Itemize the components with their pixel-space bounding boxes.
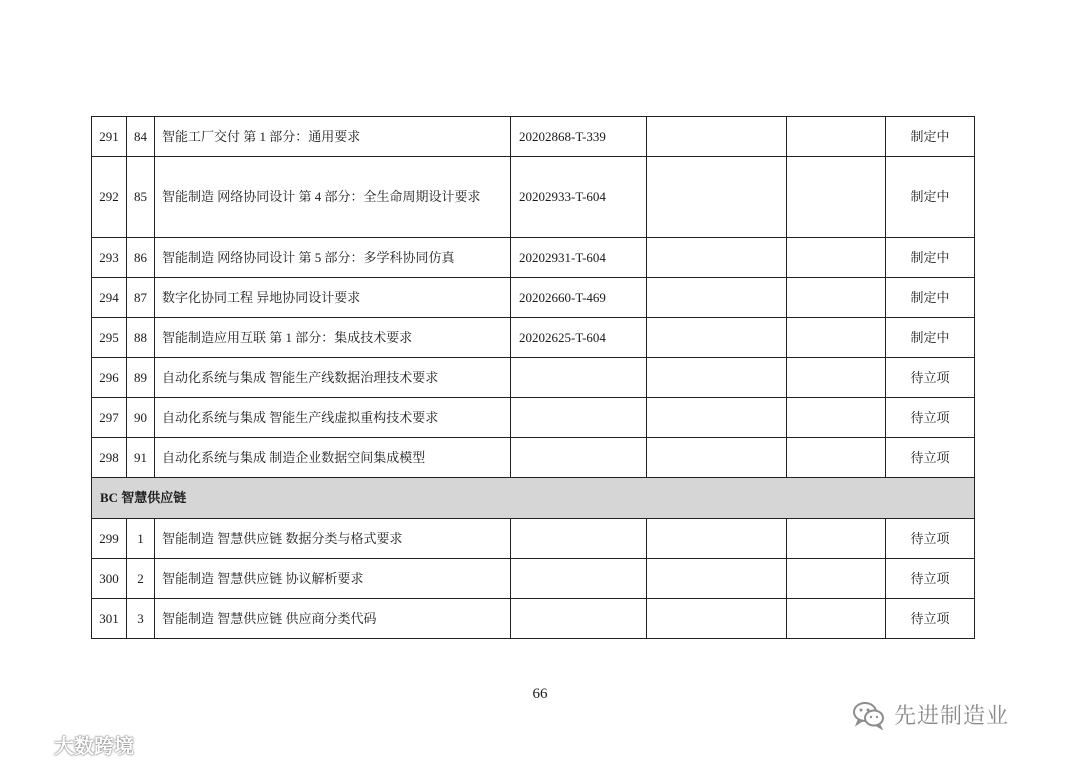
standard-name-cell: 智能制造应用互联 第 1 部分：集成技术要求 — [155, 318, 511, 358]
index-cell: 294 — [92, 278, 127, 318]
brand-logo-icon — [6, 732, 50, 758]
status-cell: 待立项 — [886, 358, 975, 398]
index-cell: 291 — [92, 117, 127, 157]
table-row — [92, 438, 975, 478]
plan-number-cell: 20202868-T-339 — [511, 117, 647, 157]
empty-cell — [787, 278, 886, 318]
brand-watermark — [6, 730, 134, 759]
watermark-text: 先进制造业 — [894, 704, 1010, 729]
plan-number-cell — [511, 358, 647, 398]
plan-number-cell: 20202931-T-604 — [511, 238, 647, 278]
number-cell: 2 — [127, 559, 155, 599]
standard-name-cell: 自动化系统与集成 智能生产线数据治理技术要求 — [155, 358, 511, 398]
status-cell: 待立项 — [886, 559, 975, 599]
section-title: BC 智慧供应链 — [92, 478, 975, 519]
standard-name-cell: 智能制造 智慧供应链 数据分类与格式要求 — [155, 519, 511, 559]
plan-number-cell — [511, 599, 647, 639]
table-row — [92, 519, 975, 559]
number-cell: 84 — [127, 117, 155, 157]
index-cell: 295 — [92, 318, 127, 358]
table-row — [92, 117, 975, 157]
plan-number-cell — [511, 559, 647, 599]
index-cell: 293 — [92, 238, 127, 278]
empty-cell — [787, 358, 886, 398]
empty-cell — [787, 438, 886, 478]
number-cell: 85 — [127, 157, 155, 238]
status-cell: 待立项 — [886, 438, 975, 478]
empty-cell — [647, 358, 787, 398]
plan-number-cell: 20202660-T-469 — [511, 278, 647, 318]
plan-number-cell — [511, 398, 647, 438]
standard-name-cell: 自动化系统与集成 制造企业数据空间集成模型 — [155, 438, 511, 478]
table-row — [92, 358, 975, 398]
empty-cell — [647, 318, 787, 358]
empty-cell — [647, 438, 787, 478]
plan-number-cell — [511, 519, 647, 559]
number-cell: 90 — [127, 398, 155, 438]
index-cell: 300 — [92, 559, 127, 599]
empty-cell — [787, 559, 886, 599]
status-cell: 待立项 — [886, 519, 975, 559]
wechat-icon — [852, 700, 886, 730]
standard-name-cell: 智能工厂交付 第 1 部分：通用要求 — [155, 117, 511, 157]
empty-cell — [787, 519, 886, 559]
standard-name-cell: 智能制造 网络协同设计 第 5 部分：多学科协同仿真 — [155, 238, 511, 278]
index-cell: 296 — [92, 358, 127, 398]
wechat-watermark — [852, 699, 1009, 730]
status-cell: 待立项 — [886, 599, 975, 639]
watermark-text: 大数跨境 — [54, 734, 134, 758]
plan-number-cell: 20202625-T-604 — [511, 318, 647, 358]
empty-cell — [787, 318, 886, 358]
standard-name-cell: 数字化协同工程 异地协同设计要求 — [155, 278, 511, 318]
empty-cell — [787, 238, 886, 278]
empty-cell — [647, 559, 787, 599]
index-cell: 301 — [92, 599, 127, 639]
standard-name-cell: 智能制造 智慧供应链 供应商分类代码 — [155, 599, 511, 639]
standard-name-cell: 自动化系统与集成 智能生产线虚拟重构技术要求 — [155, 398, 511, 438]
number-cell: 88 — [127, 318, 155, 358]
plan-number-cell — [511, 438, 647, 478]
status-cell: 待立项 — [886, 398, 975, 438]
table-row — [92, 559, 975, 599]
status-cell: 制定中 — [886, 117, 975, 157]
empty-cell — [647, 398, 787, 438]
status-cell: 制定中 — [886, 157, 975, 238]
empty-cell — [647, 238, 787, 278]
empty-cell — [787, 117, 886, 157]
standard-name-cell: 智能制造 智慧供应链 协议解析要求 — [155, 559, 511, 599]
table-row — [92, 157, 975, 238]
section-header-row — [92, 478, 975, 519]
table-row — [92, 599, 975, 639]
number-cell: 87 — [127, 278, 155, 318]
plan-number-cell: 20202933-T-604 — [511, 157, 647, 238]
status-cell: 制定中 — [886, 278, 975, 318]
table-row — [92, 278, 975, 318]
table-row — [92, 318, 975, 358]
empty-cell — [647, 117, 787, 157]
table-row — [92, 398, 975, 438]
empty-cell — [647, 278, 787, 318]
empty-cell — [787, 599, 886, 639]
index-cell: 299 — [92, 519, 127, 559]
empty-cell — [787, 398, 886, 438]
number-cell: 3 — [127, 599, 155, 639]
standard-name-cell: 智能制造 网络协同设计 第 4 部分：全生命周期设计要求 — [155, 157, 511, 238]
page-number: 66 — [532, 686, 548, 702]
standards-table — [91, 116, 975, 639]
index-cell: 297 — [92, 398, 127, 438]
number-cell: 89 — [127, 358, 155, 398]
number-cell: 1 — [127, 519, 155, 559]
status-cell: 制定中 — [886, 318, 975, 358]
table-row — [92, 238, 975, 278]
status-cell: 制定中 — [886, 238, 975, 278]
empty-cell — [647, 157, 787, 238]
empty-cell — [647, 599, 787, 639]
number-cell: 91 — [127, 438, 155, 478]
index-cell: 292 — [92, 157, 127, 238]
empty-cell — [647, 519, 787, 559]
index-cell: 298 — [92, 438, 127, 478]
number-cell: 86 — [127, 238, 155, 278]
empty-cell — [787, 157, 886, 238]
